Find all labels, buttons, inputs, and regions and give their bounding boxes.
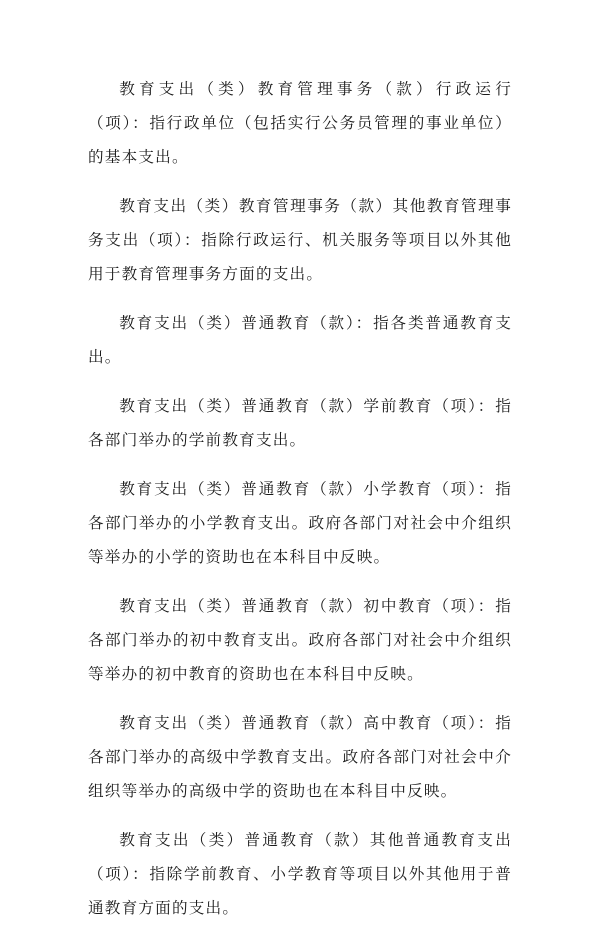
paragraph-administrative-operation: 教育支出（类）教育管理事务（款）行政运行（项）：指行政单位（包括实行公务员管理的事业单位）的基本支出。: [88, 80, 512, 166]
paragraph-senior-high-education: 教育支出（类）普通教育（款）高中教育（项）：指各部门举办的高级中学教育支出。政府各部门对社会中介组织等举办的高级中学的资助也在本科目中反映。: [88, 714, 512, 800]
paragraph-junior-middle-education: 教育支出（类）普通教育（款）初中教育（项）：指各部门举办的初中教育支出。政府各部门对社会中介组织等举办的初中教育的资助也在本科目中反映。: [88, 597, 512, 683]
paragraph-general-education: 教育支出（类）普通教育（款）：指各类普通教育支出。: [88, 314, 512, 366]
paragraph-other-education-management: 教育支出（类）教育管理事务（款）其他教育管理事务支出（项）：指除行政运行、机关服务等项目以外其他用于教育管理事务方面的支出。: [88, 197, 512, 283]
paragraph-primary-education: 教育支出（类）普通教育（款）小学教育（项）：指各部门举办的小学教育支出。政府各部门对社会中介组织等举办的小学的资助也在本科目中反映。: [88, 480, 512, 566]
paragraph-preschool-education: 教育支出（类）普通教育（款）学前教育（项）：指各部门举办的学前教育支出。: [88, 397, 512, 449]
paragraph-other-general-education: 教育支出（类）普通教育（款）其他普通教育支出（项）：指除学前教育、小学教育等项目以外其他用于普通教育方面的支出。: [88, 831, 512, 917]
